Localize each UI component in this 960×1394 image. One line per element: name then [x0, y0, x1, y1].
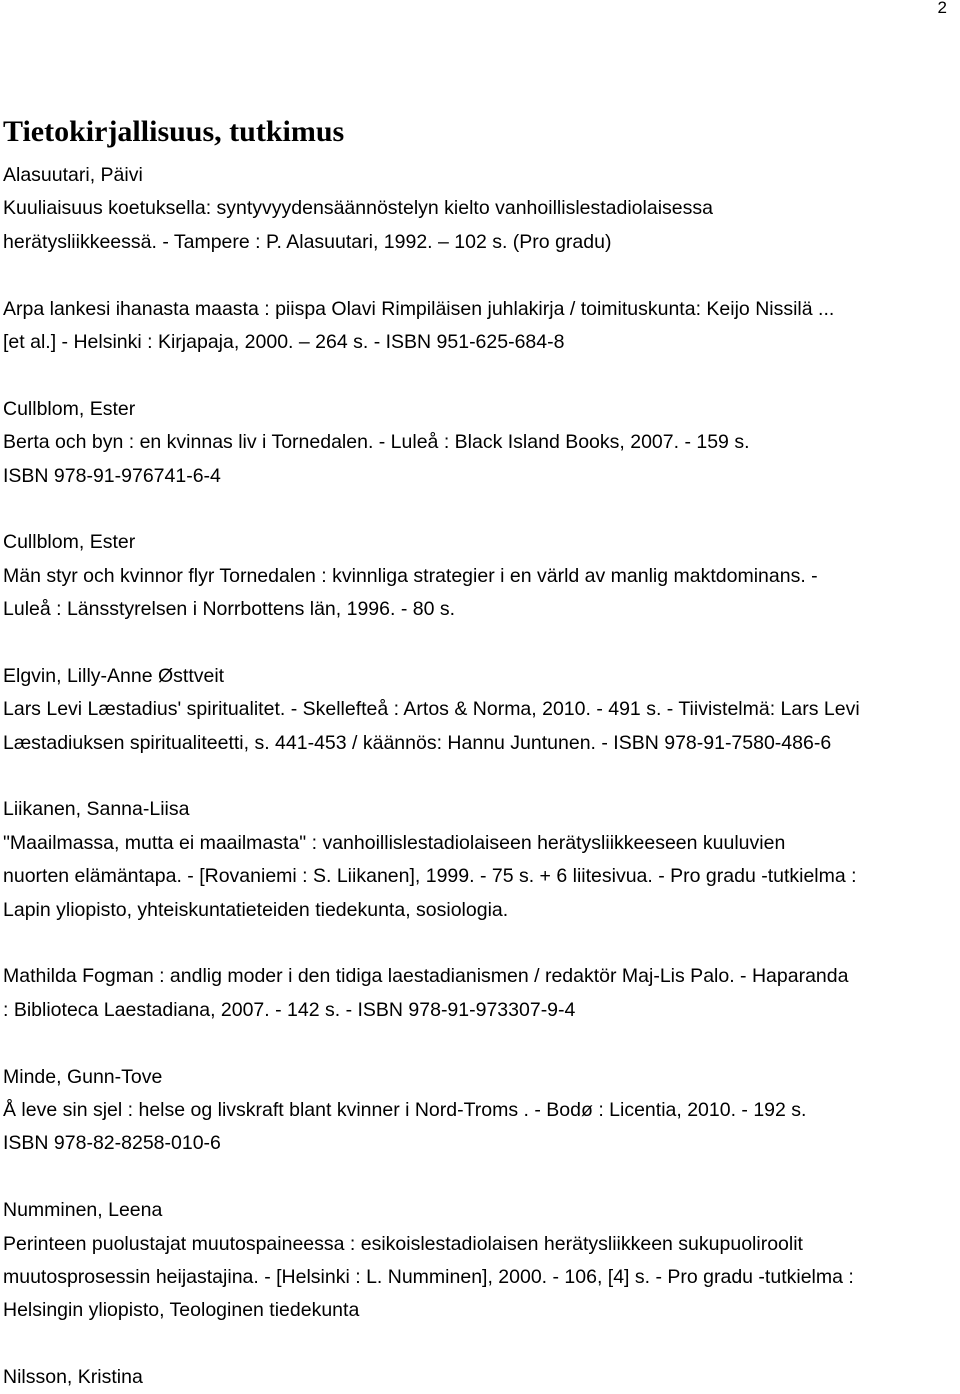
- entry-author: Numminen, Leena: [3, 1199, 163, 1222]
- bibliography-entry: [3, 1194, 958, 1328]
- entry-author: Nilsson, Kristina: [3, 1366, 143, 1389]
- entry-spacer: [3, 626, 958, 659]
- entry-line: Perinteen puolustajat muutospaineessa : esikoislestadiolaisen herätysliikkeen sukupuoliroolit: [3, 1232, 803, 1255]
- entry-spacer: [3, 259, 958, 292]
- bibliography-entry: [3, 660, 958, 760]
- bibliography-entry: [3, 159, 958, 259]
- bibliography-list: [3, 159, 958, 1394]
- entry-spacer: [3, 1027, 958, 1060]
- entry-spacer: [3, 1161, 958, 1194]
- entry-line: : Biblioteca Laestadiana, 2007. - 142 s. - ISBN 978-91-973307-9-4: [3, 998, 576, 1021]
- entry-line: [et al.] - Helsinki : Kirjapaja, 2000. ‒ 264 s. - ISBN 951-625-684-8: [3, 330, 565, 353]
- entry-author: Cullblom, Ester: [3, 531, 136, 554]
- bibliography-entry: [3, 526, 958, 626]
- entry-author: Cullblom, Ester: [3, 397, 136, 420]
- bibliography-entry: [3, 293, 958, 360]
- entry-line: nuorten elämäntapa. - [Rovaniemi : S. Liikanen], 1999. - 75 s. + 6 liitesivua. - Pro gradu -tutkielma :: [3, 865, 857, 888]
- entry-line: Arpa lankesi ihanasta maasta : piispa Olavi Rimpiläisen juhlakirja / toimituskunta: Keijo Nissilä ...: [3, 297, 835, 320]
- entry-author: Minde, Gunn-Tove: [3, 1065, 163, 1088]
- entry-spacer: [3, 359, 958, 392]
- page-heading: Tietokirjallisuus, tutkimus: [3, 115, 345, 148]
- entry-line: ISBN 978-91-976741-6-4: [3, 464, 221, 487]
- entry-spacer: [3, 927, 958, 960]
- bibliography-entry: [3, 393, 958, 493]
- bibliography-entry: [3, 1361, 958, 1394]
- entry-author: Liikanen, Sanna-Liisa: [3, 798, 190, 821]
- entry-line: ISBN 978-82-8258-010-6: [3, 1132, 221, 1155]
- entry-author: Alasuutari, Päivi: [3, 164, 143, 186]
- page-number: 2: [937, 0, 947, 17]
- entry-line: Luleå : Länsstyrelsen i Norrbottens län, 1996. - 80 s.: [3, 598, 456, 621]
- bibliography-entry: [3, 1061, 958, 1161]
- entry-line: Lapin yliopisto, yhteiskuntatieteiden tiedekunta, sosiologia.: [3, 898, 509, 921]
- entry-line: Helsingin yliopisto, Teologinen tiedekunta: [3, 1299, 360, 1322]
- bibliography-entry: [3, 960, 958, 1027]
- entry-line: herätysliikkeessä. - Tampere : P. Alasuutari, 1992. ‒ 102 s. (Pro gradu): [3, 230, 612, 253]
- entry-line: Mathilda Fogman : andlig moder i den tidiga laestadianismen / redaktör Maj-Lis Palo. - Haparanda: [3, 965, 849, 988]
- entry-line: Kuuliaisuus koetuksella: syntyvyydensäännöstelyn kielto vanhoillislestadiolaisessa: [3, 197, 713, 220]
- entry-spacer: [3, 760, 958, 793]
- entry-line: muutosprosessin heijastajina. - [Helsinki : L. Numminen], 2000. - 106, [4] s. - Pro gradu -tutkielma :: [3, 1265, 854, 1288]
- bibliography-entry: [3, 793, 958, 927]
- entry-author: Elgvin, Lilly-Anne Østtveit: [3, 664, 225, 687]
- entry-spacer: [3, 493, 958, 526]
- entry-line: Berta och byn : en kvinnas liv i Tornedalen. - Luleå : Black Island Books, 2007. - 159 s.: [3, 431, 750, 454]
- entry-line: Lars Levi Læstadius' spiritualitet. - Skellefteå : Artos & Norma, 2010. - 491 s. - Tiivistelmä: Lars Levi: [3, 698, 860, 721]
- entry-line: Män styr och kvinnor flyr Tornedalen : kvinnliga strategier i en värld av manlig maktdominans. -: [3, 564, 818, 587]
- entry-line: Å leve sin sjel : helse og livskraft blant kvinner i Nord-Troms . - Bodø : Licentia, 2010. - 192 s.: [3, 1098, 807, 1121]
- entry-spacer: [3, 1328, 958, 1361]
- entry-line: "Maailmassa, mutta ei maailmasta" : vanhoillislestadiolaiseen herätysliikkeeseen kuuluvien: [3, 831, 786, 854]
- entry-line: Læstadiuksen spiritualiteetti, s. 441-453 / käännös: Hannu Juntunen. - ISBN 978-91-7580-486-6: [3, 731, 832, 754]
